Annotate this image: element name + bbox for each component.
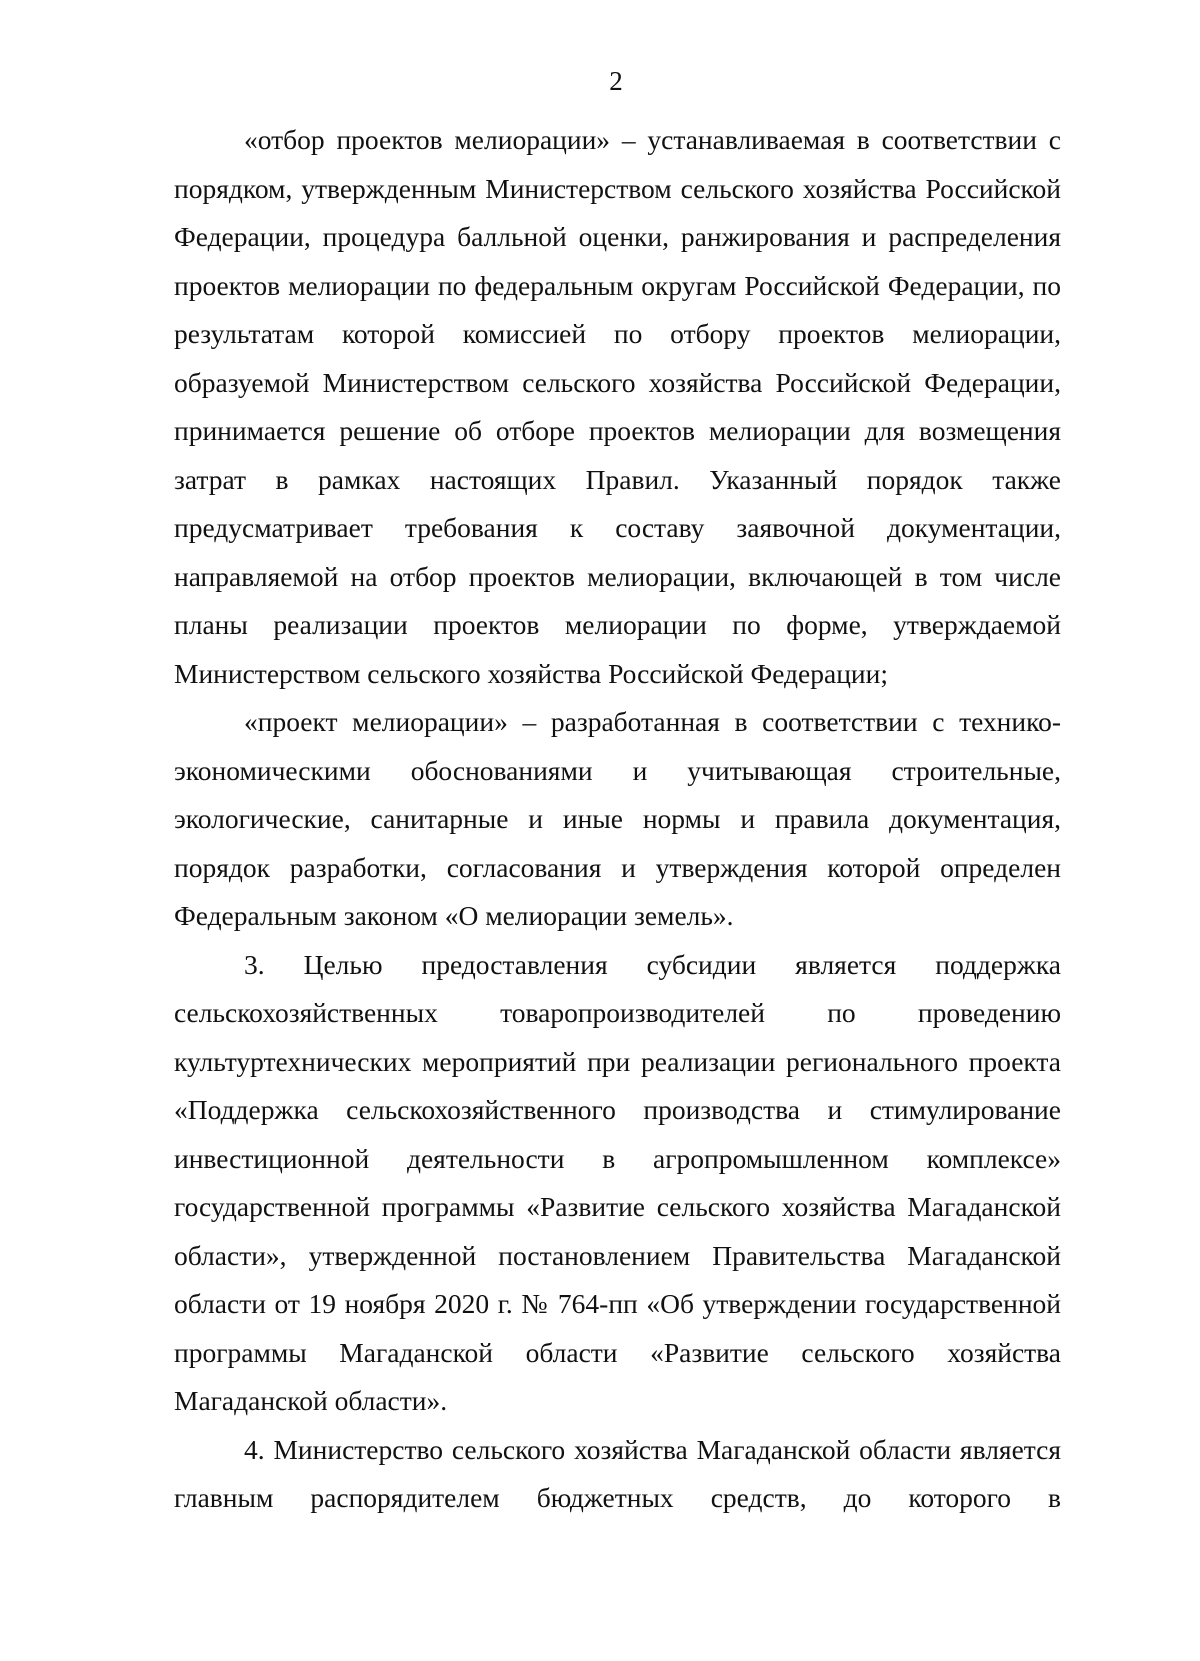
paragraph-clause-4: 4. Министерство сельского хозяйства Магаданской области является главным распорядителем бюджетных средств, до которого в — [174, 1433, 1061, 1513]
document-body — [174, 116, 1061, 1523]
page-number: 2 — [609, 66, 623, 96]
paragraph-definition-project: «проект мелиорации» – разработанная в соответствии с технико-экономическими обоснованиями и учитывающая строительные, экологические, санитарные и иные нормы и правила документация, порядок разработки, согласования и утверждения которой определен Федеральным законом «О мелиорации земель». — [174, 706, 1061, 931]
paragraph-clause-3: 3. Целью предоставления субсидии является поддержка сельскохозяйственных товаропроизводителей по проведению культуртехнических мероприятий при реализации регионального проекта «Поддержка сельскохозяйственного производства и стимулирование инвестиционной деятельности в агропромышленном комплексе» государственной программы «Развитие сельского хозяйства Магаданской области», утвержденной постановлением Правительства Магаданской области от 19 ноября 2020 г. № 764-пп «Об утверждении государственной программы Магаданской области «Развитие сельского хозяйства Магаданской области». — [174, 948, 1061, 1416]
paragraph-definition-selection: «отбор проектов мелиорации» – устанавливаемая в соответствии с порядком, утвержденным Министерством сельского хозяйства Российской Федерации, процедура балльной оценки, ранжирования и распределения проектов мелиорации по федеральным округам Российской Федерации, по результатам которой комиссией по отбору проектов мелиорации, образуемой Министерством сельского хозяйства Российской Федерации, принимается решение об отборе проектов мелиорации для возмещения затрат в рамках настоящих Правил. Указанный порядок также предусматривает требования к составу заявочной документации, направляемой на отбор проектов мелиорации, включающей в том числе планы реализации проектов мелиорации по форме, утверждаемой Министерством сельского хозяйства Российской Федерации; — [174, 124, 1061, 689]
